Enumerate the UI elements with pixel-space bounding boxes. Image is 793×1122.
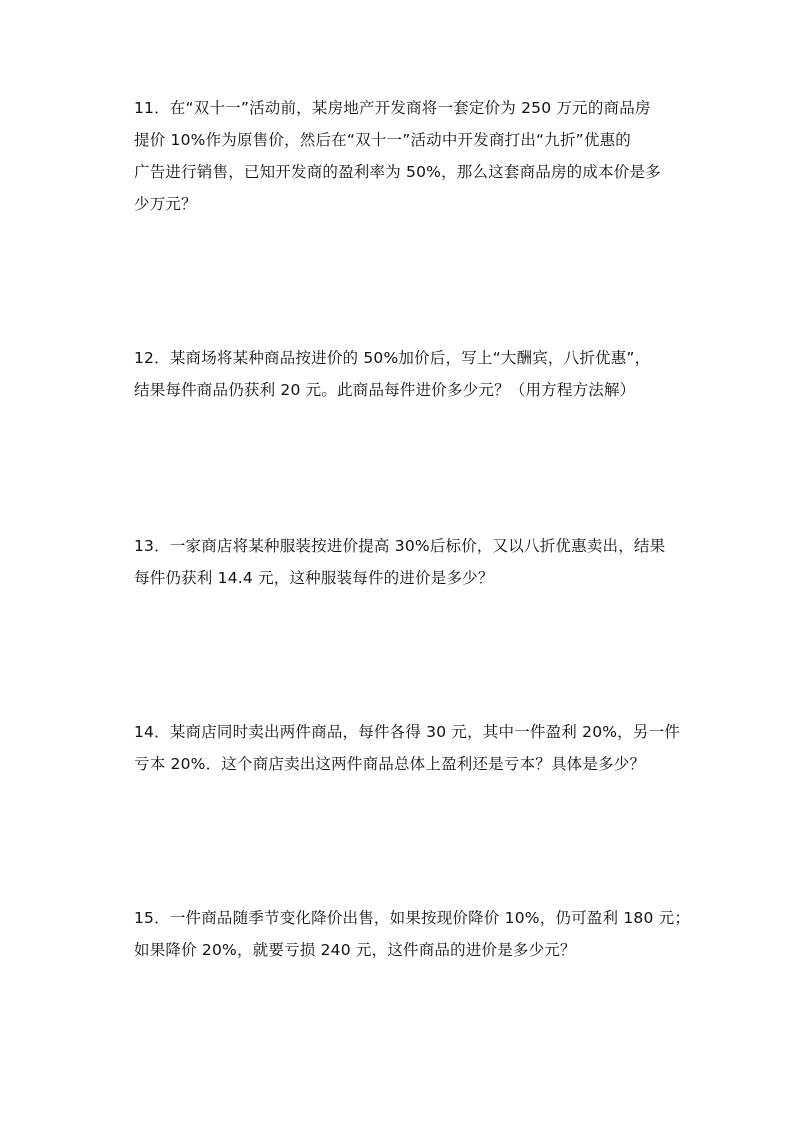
problem-15 [134,902,691,966]
problem-12 [134,342,664,406]
problem-line: 亏本 20%．这个商店卖出这两件商品总体上盈利还是亏本？具体是多少？ [134,755,646,773]
problem-line: 15．一件商品随季节变化降价出售，如果按现价降价 10%，仍可盈利 180 元； [134,909,691,927]
problem-line: 12．某商场将某种商品按进价的 50%加价后，写上“大酬宾，八折优惠”， [134,349,651,367]
problem-line: 提价 10%作为原售价，然后在“双十一”活动中开发商打出“九折”优惠的 [134,131,632,149]
problem-14 [134,716,680,780]
problem-line: 13．一家商店将某种服装按进价提高 30%后标价，又以八折优惠卖出，结果 [134,537,666,555]
problem-11 [134,92,664,220]
problem-line: 每件仍获利 14.4 元，这种服装每件的进价是多少？ [134,569,494,587]
problem-13 [134,530,664,594]
problem-line: 如果降价 20%，就要亏损 240 元，这件商品的进价是多少元？ [134,941,576,959]
problem-line: 结果每件商品仍获利 20 元。此商品每件进价多少元？（用方程方法解） [134,381,636,399]
problem-line: 11．在“双十一”活动前，某房地产开发商将一套定价为 250 万元的商品房 [134,99,651,117]
problem-line: 少万元？ [134,195,197,213]
problem-line: 14．某商店同时卖出两件商品，每件各得 30 元，其中一件盈利 20%，另一件 [134,723,680,741]
problem-line: 广告进行销售，已知开发商的盈利率为 50%，那么这套商品房的成本价是多 [134,163,661,181]
